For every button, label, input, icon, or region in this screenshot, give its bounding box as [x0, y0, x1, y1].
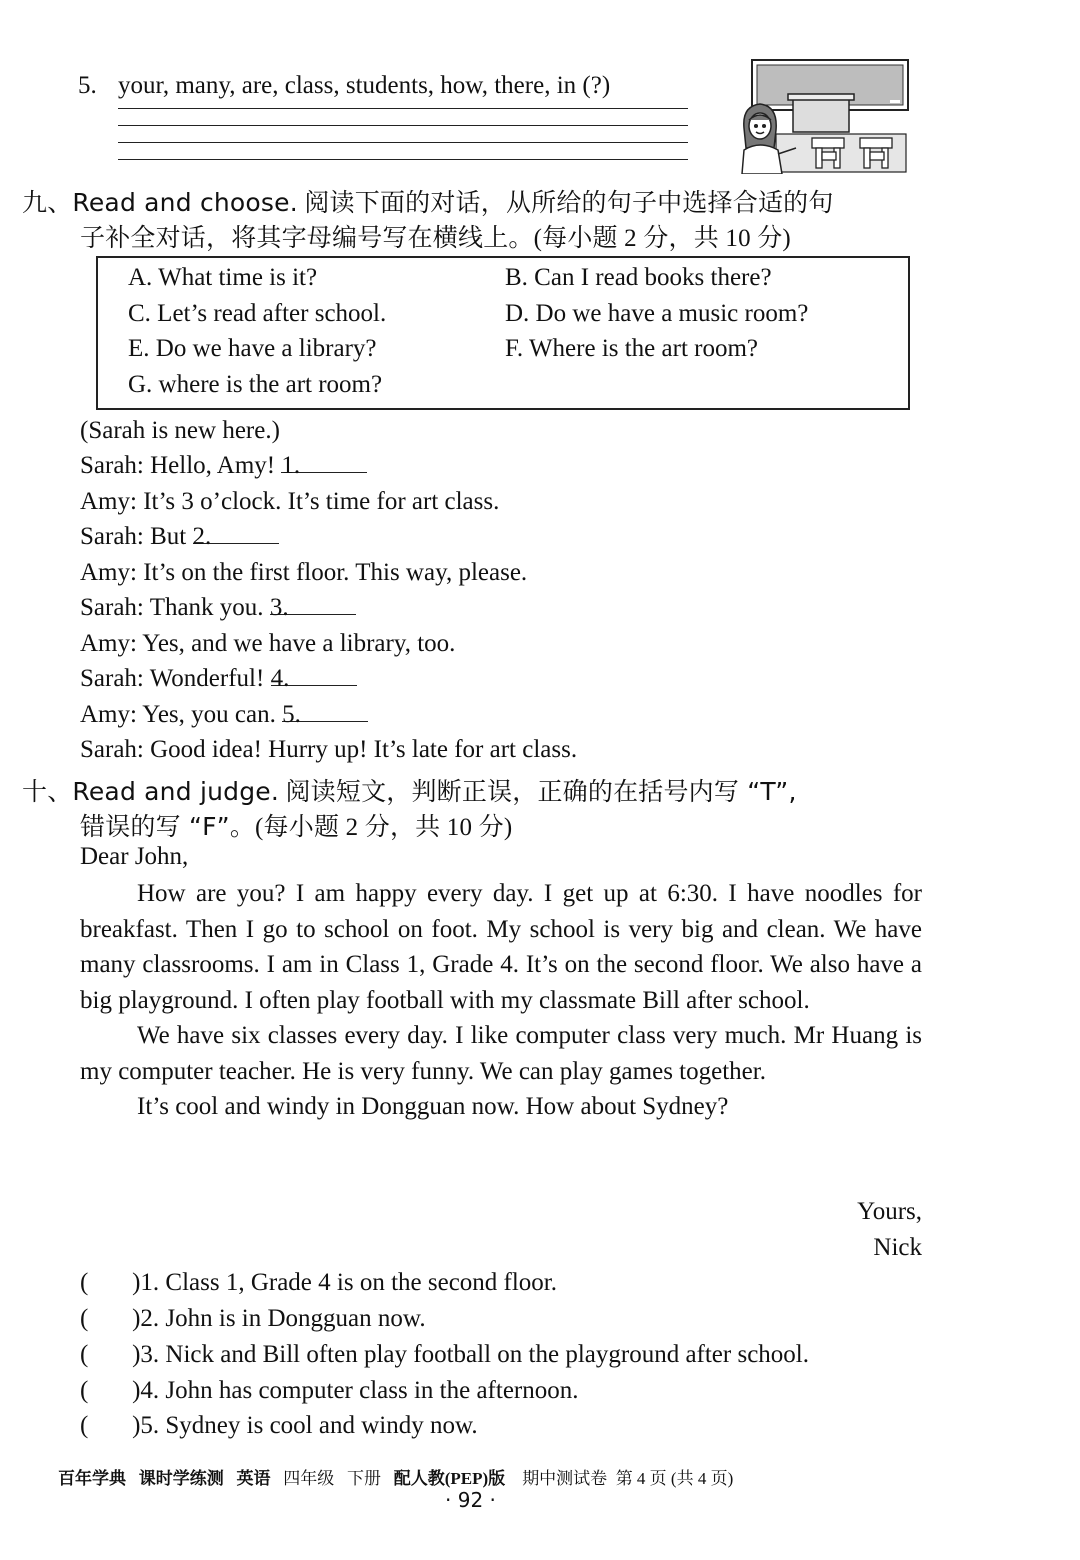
letter-closing: Yours, [857, 1198, 922, 1225]
option-e: E. Do we have a library? [128, 335, 377, 362]
letter-paragraph: We have six classes every day. I like computer class very much. Mr Huang is my computer teacher. He is very funny. We can play games together. [80, 1022, 922, 1085]
section10-heading-line1: 十、Read and judge. 阅读短文，判断正误，正确的在括号内写 “T”, [22, 777, 797, 806]
letter-signature: Nick [873, 1234, 922, 1261]
dialogue-line: Sarah: Hello, Amy! 1. [80, 452, 367, 480]
letter-paragraph: How are you? I am happy every day. I get up at 6:30. I have noodles for breakfast. Then I go to school on foot. My school is very big and clean. We have many classrooms. I am in Class 1, Grade 4. It’s on the second floor. We also have a big playground. I often play football with my classmate Bill after school. [80, 880, 922, 1014]
judge-statement: ( )4. John has computer class in the afternoon. [80, 1377, 579, 1404]
option-f: F. Where is the art room? [505, 335, 759, 362]
dialogue-line: Amy: It’s 3 o’clock. It’s time for art class. [80, 488, 500, 515]
letter-greeting: Dear John, [80, 843, 189, 870]
judge-statement: ( )5. Sydney is cool and windy now. [80, 1412, 478, 1439]
dialogue-line: Sarah: But 2. [80, 523, 279, 551]
answer-line[interactable] [118, 142, 688, 143]
page-number: · 92 · [445, 1488, 496, 1512]
answer-blank-4[interactable]: 4. [271, 665, 357, 686]
q8-item5-number: 5. [78, 72, 97, 99]
answer-blank-3[interactable]: 3. [270, 594, 356, 615]
dialogue-line: Amy: Yes, you can. 5. [80, 701, 368, 729]
answer-blank-5[interactable]: 5. [282, 701, 368, 722]
answer-bracket[interactable]: ( ) [80, 1269, 141, 1296]
answer-blank-2[interactable]: 2. [193, 523, 279, 544]
answer-line[interactable] [118, 108, 688, 109]
answer-bracket[interactable]: ( ) [80, 1341, 141, 1368]
option-d: D. Do we have a music room? [505, 300, 809, 327]
answer-bracket[interactable]: ( ) [80, 1377, 141, 1404]
answer-blank-1[interactable]: 1. [281, 452, 367, 473]
dialogue-line: Amy: It’s on the first floor. This way, please. [80, 559, 528, 586]
answer-line[interactable] [118, 125, 688, 126]
answer-bracket[interactable]: ( ) [80, 1412, 141, 1439]
dialogue-line: Amy: Yes, and we have a library, too. [80, 630, 456, 657]
judge-statement: ( )1. Class 1, Grade 4 is on the second floor. [80, 1269, 558, 1296]
judge-statement: ( )2. John is in Dongguan now. [80, 1305, 426, 1332]
letter-body [80, 876, 922, 1125]
section9-heading-line2: 子补全对话，将其字母编号写在横线上。(每小题 2 分，共 10 分) [80, 223, 791, 252]
section10-heading-line2: 错误的写 “F”。(每小题 2 分，共 10 分) [80, 812, 513, 841]
option-b: B. Can I read books there? [505, 264, 772, 291]
letter-paragraph: It’s cool and windy in Dongguan now. How about Sydney? [137, 1093, 729, 1120]
section9-heading-line1: 九、Read and choose. 阅读下面的对话，从所给的句子中选择合适的句 [22, 188, 834, 217]
option-a: A. What time is it? [128, 264, 318, 291]
answer-line[interactable] [118, 159, 688, 160]
option-g: G. where is the art room? [128, 371, 383, 398]
q8-item5-words: your, many, are, class, students, how, there, in (?) [118, 72, 611, 99]
dialogue-line: Sarah: Thank you. 3. [80, 594, 356, 622]
dialogue-line: Sarah: Good idea! Hurry up! It’s late for art class. [80, 736, 578, 763]
dialogue-line: (Sarah is new here.) [80, 417, 280, 444]
judge-statement: ( )3. Nick and Bill often play football on the playground after school. [80, 1341, 809, 1368]
option-c: C. Let’s read after school. [128, 300, 387, 327]
footer: 百年学典 课时学练测 英语 四年级 下册 配人教(PEP)版 期中测试卷 第 4 页 (共 4 页) [58, 1469, 734, 1489]
classroom-teacher-illustration [738, 58, 910, 174]
answer-bracket[interactable]: ( ) [80, 1305, 141, 1332]
dialogue-line: Sarah: Wonderful! 4. [80, 665, 357, 693]
